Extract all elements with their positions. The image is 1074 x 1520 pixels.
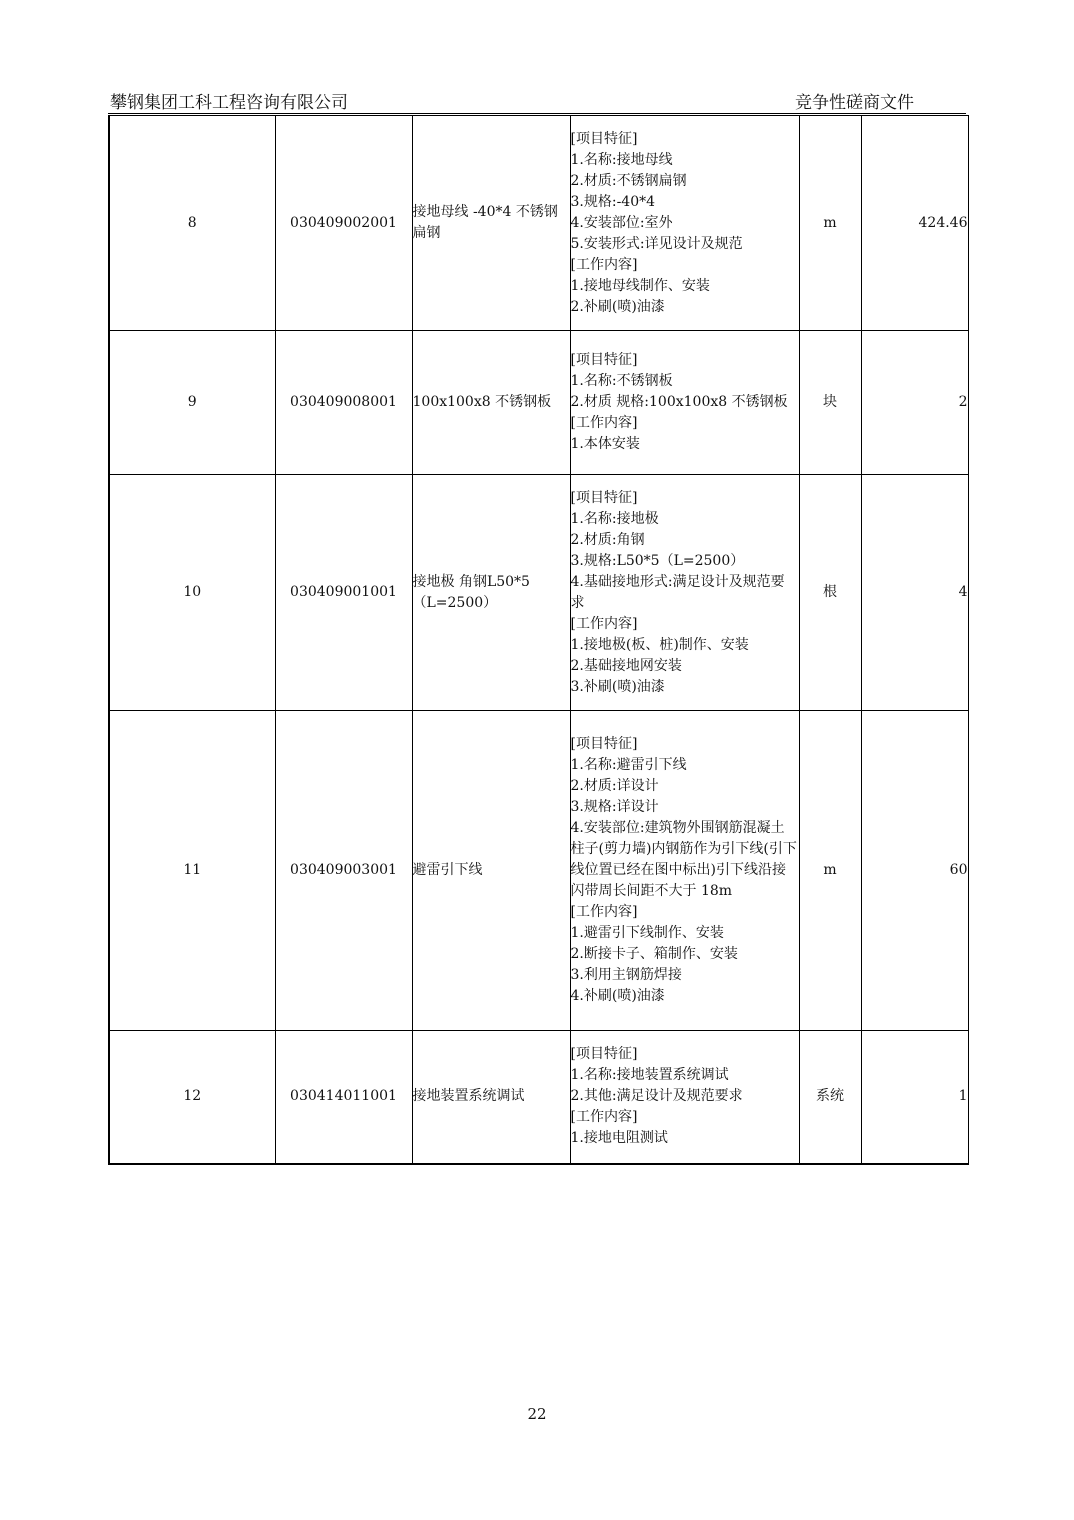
feature-line: 2.材质 规格:100x100x8 不锈钢板 xyxy=(570,394,788,410)
feature-line: 3.规格:详设计 xyxy=(570,799,659,815)
item-quantity: 4 xyxy=(861,475,968,711)
item-unit: m xyxy=(799,711,861,1031)
feature-line: 2.材质:不锈钢扁钢 xyxy=(570,172,687,189)
item-unit: 系统 xyxy=(799,1031,861,1164)
feature-line: 2.材质:角钢 xyxy=(570,531,645,548)
feature-line: 3.规格:L50*5（L=2500） xyxy=(570,552,745,569)
item-quantity: 2 xyxy=(861,331,968,475)
feature-line: 5.安装形式:详见设计及规范 xyxy=(570,235,743,252)
feature-line: 1.名称:接地母线 xyxy=(570,151,673,168)
feature-line: 2.断接卡子、箱制作、安装 xyxy=(570,946,738,962)
item-code: 030414011001 xyxy=(275,1031,412,1164)
item-name: 接地装置系统调试 xyxy=(412,1031,570,1164)
feature-line: 4.安装部位:建筑物外围钢筋混凝土柱子(剪力墙)内钢筋作为引下线(引下线位置已经在图中标出)引下线沿接闪带周长间距不大于 18m xyxy=(570,820,797,899)
item-quantity: 1 xyxy=(861,1031,968,1164)
item-code: 030409002001 xyxy=(275,116,412,331)
feature-line: 4.安装部位:室外 xyxy=(570,214,673,231)
feature-line: [工作内容] xyxy=(570,256,638,273)
feature-line: 3.利用主钢筋焊接 xyxy=(570,967,682,983)
feature-line: [项目特征] xyxy=(570,130,638,147)
feature-line: 3.补刷(喷)油漆 xyxy=(570,678,665,695)
feature-line: 1.名称:接地装置系统调试 xyxy=(570,1067,729,1084)
row-sequence: 9 xyxy=(109,331,275,475)
feature-line: [项目特征] xyxy=(570,736,638,752)
item-features xyxy=(570,116,799,331)
row-sequence: 12 xyxy=(109,1031,275,1164)
item-features xyxy=(570,1031,799,1164)
item-name: 接地极 角钢L50*5（L=2500） xyxy=(412,475,570,711)
feature-line: [项目特征] xyxy=(570,1046,638,1063)
feature-line: 2.其他:满足设计及规范要求 xyxy=(570,1088,743,1105)
row-sequence: 8 xyxy=(109,116,275,331)
item-name: 避雷引下线 xyxy=(412,711,570,1031)
header-rule xyxy=(108,113,966,114)
item-code: 030409001001 xyxy=(275,475,412,711)
feature-line: 2.补刷(喷)油漆 xyxy=(570,298,665,315)
item-quantity: 424.46 xyxy=(861,116,968,331)
item-quantity: 60 xyxy=(861,711,968,1031)
item-features xyxy=(570,475,799,711)
page-number: 22 xyxy=(527,1405,547,1423)
feature-line: [项目特征] xyxy=(570,489,638,506)
feature-line: 1.名称:不锈钢板 xyxy=(570,373,673,389)
table-row xyxy=(109,331,968,475)
bill-of-quantities-table xyxy=(108,115,969,1165)
feature-line: 1.避雷引下线制作、安装 xyxy=(570,925,724,941)
item-code: 030409003001 xyxy=(275,711,412,1031)
table-row xyxy=(109,116,968,331)
table-row xyxy=(109,1031,968,1164)
table-row xyxy=(109,475,968,711)
feature-line: 1.接地母线制作、安装 xyxy=(570,277,710,294)
item-name: 100x100x8 不锈钢板 xyxy=(412,331,570,475)
feature-line: [工作内容] xyxy=(570,1109,638,1126)
page-header xyxy=(108,88,966,114)
item-code: 030409008001 xyxy=(275,331,412,475)
item-unit: 根 xyxy=(799,475,861,711)
feature-line: [项目特征] xyxy=(570,352,638,368)
table-body xyxy=(109,116,968,1164)
feature-line: 1.接地电阻测试 xyxy=(570,1130,668,1147)
feature-line: [工作内容] xyxy=(570,615,638,632)
feature-line: 2.基础接地网安装 xyxy=(570,657,682,674)
item-features xyxy=(570,331,799,475)
row-sequence: 10 xyxy=(109,475,275,711)
feature-line: 1.本体安装 xyxy=(570,436,640,452)
item-unit: m xyxy=(799,116,861,331)
item-name: 接地母线 -40*4 不锈钢扁钢 xyxy=(412,116,570,331)
feature-line: 4.基础接地形式:满足设计及规范要求 xyxy=(570,573,785,611)
feature-line: 3.规格:-40*4 xyxy=(570,193,656,210)
feature-line: [工作内容] xyxy=(570,904,638,920)
feature-line: 1.接地极(板、桩)制作、安装 xyxy=(570,636,749,653)
feature-line: [工作内容] xyxy=(570,415,638,431)
item-unit: 块 xyxy=(799,331,861,475)
company-name: 攀钢集团工科工程咨询有限公司 xyxy=(110,93,348,113)
row-sequence: 11 xyxy=(109,711,275,1031)
feature-line: 1.名称:接地极 xyxy=(570,510,659,527)
feature-line: 4.补刷(喷)油漆 xyxy=(570,988,665,1004)
item-features xyxy=(570,711,799,1031)
document-title: 竞争性磋商文件 xyxy=(795,93,914,113)
table-row xyxy=(109,711,968,1031)
feature-line: 2.材质:详设计 xyxy=(570,778,659,794)
feature-line: 1.名称:避雷引下线 xyxy=(570,757,687,773)
